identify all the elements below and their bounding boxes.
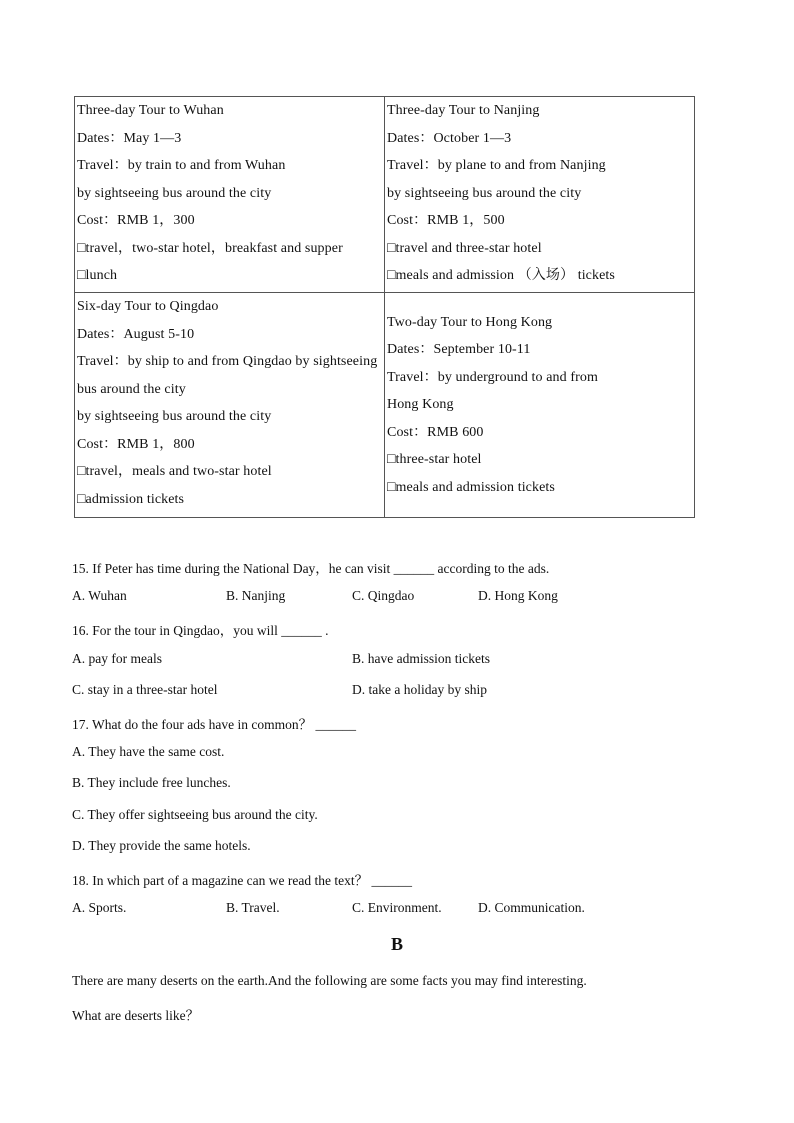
ad-dates: Dates：May 1—3 [77, 130, 182, 146]
ad-travel: Travel：by ship to and from Qingdao by sightseeing [77, 354, 378, 369]
ad-wuhan [75, 97, 385, 293]
ad-include: □three-star hotel [387, 452, 482, 468]
ad-dates: Dates：August 5-10 [77, 326, 195, 342]
ad-title: Three-day Tour to Nanjing [387, 103, 540, 118]
ad-include: □travel，meals and two-star hotel [77, 464, 272, 479]
q16-option-a: A. pay for meals [72, 651, 162, 666]
tour-ads-table [74, 96, 695, 518]
ad-travel: Travel：by train to and from Wuhan [77, 158, 286, 173]
ad-travel: Travel：by plane to and from Nanjing [387, 158, 606, 173]
q17-option-a: A. They have the same cost. [72, 744, 225, 759]
q18-option-a: A. Sports. [72, 900, 127, 915]
ad-travel-cont: Hong Kong [387, 397, 454, 413]
ad-cost: Cost：RMB 1，300 [77, 213, 195, 228]
ad-travel-cont: by sightseeing bus around the city [77, 409, 272, 424]
ad-title: Six-day Tour to Qingdao [77, 299, 219, 314]
ad-include: □travel，two-star hotel，breakfast and supper [77, 240, 343, 256]
ad-nanjing [385, 97, 695, 293]
q17-option-b: B. They include free lunches. [72, 775, 231, 790]
q16-option-d: D. take a holiday by ship [352, 682, 487, 697]
ad-travel-cont: bus around the city [77, 381, 186, 397]
q18-option-d: D. Communication. [478, 900, 585, 915]
question-16-stem: 16. For the tour in Qingdao，you will ______ . [72, 623, 329, 638]
ad-hongkong [385, 293, 695, 518]
ad-cost: Cost：RMB 1，500 [387, 213, 505, 228]
ad-title: Two-day Tour to Hong Kong [387, 314, 553, 330]
q18-option-c: C. Environment. [352, 900, 442, 915]
q17-option-d: D. They provide the same hotels. [72, 838, 251, 853]
q15-option-c: C. Qingdao [352, 588, 415, 603]
q15-option-a: A. Wuhan [72, 588, 127, 603]
ad-exclude: □admission tickets [77, 491, 185, 507]
ad-travel-cont: by sightseeing bus around the city [77, 185, 272, 201]
q17-option-c: C. They offer sightseeing bus around the city. [72, 807, 318, 822]
ad-exclude: □meals and admission （入场） tickets [387, 268, 615, 283]
q15-option-d: D. Hong Kong [478, 588, 558, 603]
q18-option-b: B. Travel. [226, 900, 280, 915]
ad-dates: Dates：October 1—3 [387, 130, 512, 146]
q16-option-c: C. stay in a three-star hotel [72, 682, 218, 697]
question-17-stem: 17. What do the four ads have in common？ ______ [72, 717, 356, 732]
section-heading: B [390, 934, 403, 954]
q15-option-b: B. Nanjing [226, 588, 286, 603]
ad-exclude: □meals and admission tickets [387, 479, 555, 495]
ad-dates: Dates：September 10-11 [387, 342, 531, 358]
q16-option-b: B. have admission tickets [352, 651, 490, 666]
ad-travel: Travel：by underground to and from [387, 369, 598, 385]
ad-cost: Cost：RMB 600 [387, 424, 484, 440]
ad-qingdao [75, 293, 385, 518]
ad-cost: Cost：RMB 1，800 [77, 436, 195, 452]
section-subheading: What are deserts like？ [72, 1008, 200, 1023]
ad-include: □travel and three-star hotel [387, 240, 542, 256]
ad-exclude: □lunch [77, 268, 118, 283]
section-intro: There are many deserts on the earth.And the following are some facts you may find interesting. [72, 973, 587, 988]
ad-title: Three-day Tour to Wuhan [77, 103, 224, 118]
question-18-stem: 18. In which part of a magazine can we read the text？ ______ [72, 873, 412, 888]
ad-travel-cont: by sightseeing bus around the city [387, 185, 582, 201]
question-15-stem: 15. If Peter has time during the National Day，he can visit ______ according to the ads. [72, 561, 550, 576]
